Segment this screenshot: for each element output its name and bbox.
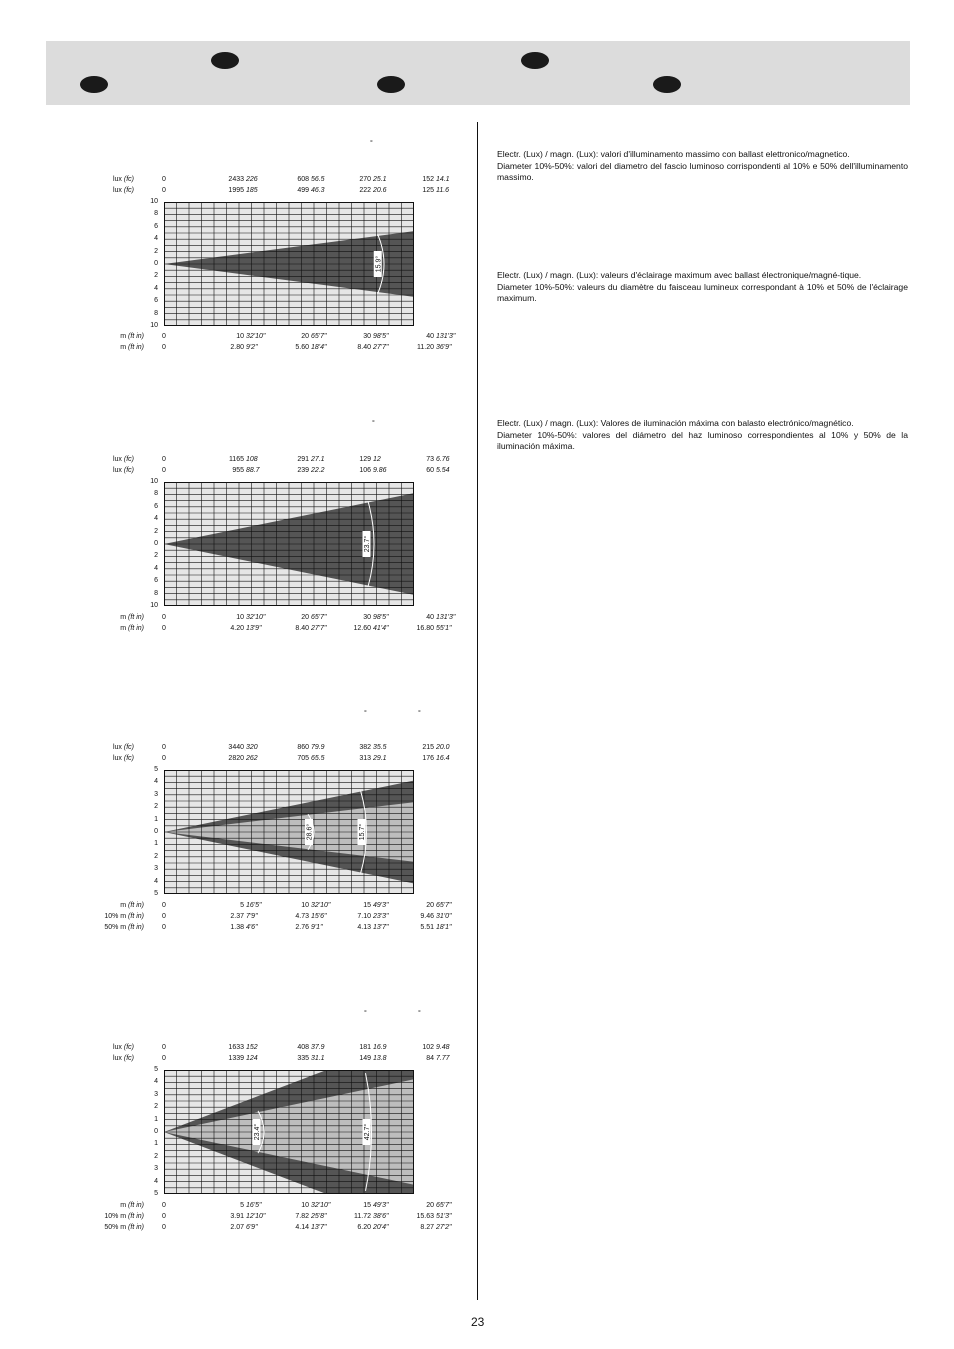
y-tick-label: 2 (154, 272, 158, 280)
y-tick-label: 8 (154, 589, 158, 597)
lux-value: 608 56.5 (297, 176, 325, 183)
row-zero: 0 (162, 456, 166, 463)
row-label: m (ft in) (120, 333, 144, 340)
distance-value: 3.91 12'10" (230, 1213, 266, 1220)
y-tick-label: 4 (154, 877, 158, 885)
description-italian (497, 149, 908, 184)
language-flag-icon (521, 52, 549, 69)
distance-value: 7.82 25'8" (295, 1213, 327, 1220)
row-label: lux (fc) (112, 187, 134, 194)
row-zero: 0 (162, 187, 166, 194)
row-zero: 0 (162, 176, 166, 183)
distance-value: 20 65'7" (426, 902, 452, 909)
distance-value: 8.27 27'2" (420, 1224, 452, 1231)
lux-value: 125 11.6 (422, 187, 450, 194)
row-zero: 0 (162, 1202, 166, 1209)
distance-value: 10 32'10" (301, 1202, 331, 1209)
distance-value: 10 32'10" (301, 902, 331, 909)
y-tick-label: 5 (154, 890, 158, 897)
y-tick-label: 1 (154, 815, 158, 823)
row-label: lux (fc) (112, 1044, 134, 1051)
lux-value: 408 37.9 (297, 1044, 325, 1051)
beam-grid (164, 770, 414, 894)
description-french (497, 270, 908, 305)
beam-diagram-1 (100, 140, 456, 355)
beam-diagram-2 (100, 420, 456, 635)
degree-mark: ° (364, 1010, 367, 1017)
distance-value: 6.20 20'4" (357, 1224, 389, 1231)
row-zero: 0 (162, 755, 166, 762)
distance-value: 20 65'7" (301, 333, 327, 340)
row-label: lux (fc) (112, 755, 134, 762)
lux-value: 382 35.5 (359, 744, 387, 751)
y-tick-label: 8 (154, 210, 158, 218)
row-zero: 0 (162, 1213, 166, 1220)
row-zero: 0 (162, 1224, 166, 1231)
y-tick-label: 2 (154, 527, 158, 535)
lux-value: 181 16.9 (359, 1044, 387, 1051)
y-tick-label: 6 (154, 502, 158, 510)
lux-value: 152 14.1 (422, 176, 450, 183)
distance-value: 10 32'10" (236, 614, 266, 621)
distance-value: 15.63 51'3" (416, 1213, 452, 1220)
lux-value: 313 29.1 (359, 755, 387, 762)
y-tick-label: 4 (154, 235, 158, 243)
y-tick-label: 3 (154, 790, 158, 798)
lux-value: 955 88.7 (232, 467, 260, 474)
distance-value: 20 65'7" (301, 614, 327, 621)
lux-value: 1633 152 (228, 1044, 258, 1051)
distance-value: 5.60 18'4" (295, 344, 327, 351)
beam-plot (164, 202, 414, 326)
beam-diagram-4 (100, 1008, 450, 1236)
y-tick-label: 4 (154, 564, 158, 572)
lux-value: 73 6.76 (426, 456, 450, 463)
y-tick-label: 4 (154, 1078, 158, 1086)
description-line: Electr. (Lux) / magn. (Lux): Valores de iluminación máxima con balasto electrónico/magnético. (497, 418, 854, 428)
distance-value: 40 131'3" (426, 333, 456, 340)
y-tick-label: 1 (154, 1140, 158, 1148)
row-label: m (ft in) (120, 625, 144, 632)
distance-value: 5.51 18'1" (420, 924, 452, 931)
degree-mark: ° (418, 1010, 421, 1017)
distance-value: 7.10 23'3" (357, 913, 389, 920)
lux-value: 106 9.86 (359, 467, 387, 474)
row-label: 10% m (ft in) (104, 913, 144, 920)
row-label: m (ft in) (120, 344, 144, 351)
lux-value: 1165 108 (228, 456, 258, 463)
y-tick-label: 4 (154, 778, 158, 786)
distance-value: 15 49'3" (363, 1202, 389, 1209)
language-flag-icon (211, 52, 239, 69)
lux-value: 499 46.3 (297, 187, 325, 194)
row-label: 10% m (ft in) (104, 1213, 144, 1220)
degree-mark: ° (370, 140, 373, 147)
column-divider (477, 122, 478, 1300)
language-flag-icon (80, 76, 108, 93)
distance-value: 30 98'5" (363, 614, 389, 621)
distance-value: 4.13 13'7" (357, 924, 389, 931)
row-label: lux (fc) (112, 1055, 134, 1062)
header-band (46, 41, 910, 105)
distance-value: 40 131'3" (426, 614, 456, 621)
y-tick-label: 0 (154, 1128, 158, 1135)
lux-value: 215 20.0 (422, 744, 450, 751)
y-tick-label: 2 (154, 803, 158, 811)
lux-value: 2820 262 (228, 755, 258, 762)
y-tick-label: 2 (154, 1152, 158, 1160)
distance-value: 5 16'5" (240, 902, 262, 909)
row-zero: 0 (162, 924, 166, 931)
y-tick-label: 8 (154, 309, 158, 317)
degree-mark: ° (364, 710, 367, 717)
distance-value: 2.07 6'9" (230, 1224, 258, 1231)
description-spanish (497, 418, 908, 453)
y-tick-label: 6 (154, 577, 158, 585)
beam-angle-label: 15.7° (359, 823, 366, 841)
distance-value: 4.20 13'9" (230, 625, 262, 632)
distance-value: 16.80 55'1" (416, 625, 452, 632)
y-tick-label: 10 (150, 478, 158, 485)
lux-value: 84 7.77 (426, 1055, 450, 1062)
beam-grid (164, 202, 414, 326)
beam-grid (164, 482, 414, 606)
y-tick-label: 4 (154, 284, 158, 292)
distance-value: 11.20 36'9" (417, 344, 452, 351)
row-zero: 0 (162, 614, 166, 621)
beam-diagram-3 (100, 708, 450, 936)
row-zero: 0 (162, 344, 166, 351)
distance-value: 11.72 38'6" (354, 1213, 389, 1220)
lux-value: 60 5.54 (426, 467, 450, 474)
y-tick-label: 3 (154, 1090, 158, 1098)
distance-value: 12.60 41'4" (353, 625, 389, 632)
y-tick-label: 5 (154, 1066, 158, 1073)
row-label: lux (fc) (112, 456, 134, 463)
y-tick-label: 3 (154, 865, 158, 873)
y-tick-label: 3 (154, 1165, 158, 1173)
beam-angle-label: 23.4° (254, 1123, 261, 1141)
beam-plot (164, 770, 414, 894)
row-zero: 0 (162, 902, 166, 909)
y-tick-label: 8 (154, 490, 158, 498)
y-tick-label: 4 (154, 1177, 158, 1185)
row-zero: 0 (162, 467, 166, 474)
y-tick-label: 0 (154, 828, 158, 835)
lux-value: 1339 124 (228, 1055, 258, 1062)
row-zero: 0 (162, 625, 166, 632)
row-label: 50% m (ft in) (104, 1224, 144, 1231)
lux-value: 239 22.2 (297, 467, 325, 474)
row-label: lux (fc) (112, 744, 134, 751)
lux-value: 129 12 (359, 456, 381, 463)
y-tick-label: 10 (150, 322, 158, 329)
y-tick-label: 5 (154, 1190, 158, 1197)
distance-value: 5 16'5" (240, 1202, 262, 1209)
y-tick-label: 2 (154, 552, 158, 560)
y-tick-label: 2 (154, 247, 158, 255)
y-tick-label: 1 (154, 1115, 158, 1123)
distance-value: 8.40 27'7" (295, 625, 327, 632)
y-tick-label: 0 (154, 540, 158, 547)
y-tick-label: 10 (150, 198, 158, 205)
y-tick-label: 0 (154, 260, 158, 267)
distance-value: 8.40 27'7" (357, 344, 389, 351)
distance-value: 2.37 7'9" (230, 913, 258, 920)
description-line: Diameter 10%-50%: valeurs du diamètre du faisceau lumineux correspondant à 10% et 50% de l'éclairage maximum. (497, 281, 908, 303)
row-zero: 0 (162, 1055, 166, 1062)
beam-plot (164, 482, 414, 606)
beam-angle-label: 42.7° (364, 1123, 371, 1141)
distance-value: 30 98'5" (363, 333, 389, 340)
description-line: Diameter 10%-50%: valori del diametro del fascio luminoso corrispondenti al 10% e 50% dell'illuminamento massimo. (497, 160, 908, 182)
degree-mark: ° (372, 420, 375, 427)
row-label: lux (fc) (112, 176, 134, 183)
language-flag-icon (377, 76, 405, 93)
row-label: lux (fc) (112, 467, 134, 474)
distance-value: 4.14 13'7" (295, 1224, 327, 1231)
beam-plot (164, 1070, 414, 1194)
row-zero: 0 (162, 913, 166, 920)
lux-value: 335 31.1 (297, 1055, 325, 1062)
y-tick-label: 10 (150, 602, 158, 609)
lux-value: 176 16.4 (422, 755, 450, 762)
page-number: 23 (471, 1315, 485, 1329)
degree-mark: ° (418, 710, 421, 717)
distance-value: 10 32'10" (236, 333, 266, 340)
lux-value: 1995 185 (228, 187, 258, 194)
row-label: m (ft in) (120, 614, 144, 621)
y-tick-label: 6 (154, 297, 158, 305)
distance-value: 20 65'7" (426, 1202, 452, 1209)
row-zero: 0 (162, 1044, 166, 1051)
beam-grid (164, 1070, 414, 1194)
lux-value: 2433 226 (228, 176, 258, 183)
row-zero: 0 (162, 333, 166, 340)
row-label: m (ft in) (120, 1202, 144, 1209)
distance-value: 9.46 31'0" (420, 913, 452, 920)
language-flag-icon (653, 76, 681, 93)
description-line: Diameter 10%-50%: valores del diámetro del haz luminoso correspondientes al 10% y 50% de la iluminación máxima. (497, 429, 908, 451)
lux-value: 705 65.5 (297, 755, 325, 762)
distance-value: 2.80 9'2" (230, 344, 258, 351)
y-tick-label: 5 (154, 766, 158, 773)
lux-value: 149 13.8 (359, 1055, 387, 1062)
distance-value: 1.38 4'6" (230, 924, 258, 931)
row-label: 50% m (ft in) (104, 924, 144, 931)
lux-value: 860 79.9 (297, 744, 325, 751)
description-line: Electr. (Lux) / magn. (Lux): valeurs d'éclairage maximum avec ballast électronique/magné-tique. (497, 270, 862, 280)
row-zero: 0 (162, 744, 166, 751)
lux-value: 3440 320 (228, 744, 258, 751)
beam-angle-label: 15.9° (375, 255, 383, 273)
y-tick-label: 1 (154, 840, 158, 848)
beam-angle-label: 23.7° (364, 535, 371, 553)
lux-value: 222 20.6 (359, 187, 387, 194)
distance-value: 15 49'3" (363, 902, 389, 909)
row-label: m (ft in) (120, 902, 144, 909)
y-tick-label: 4 (154, 515, 158, 523)
lux-value: 291 27.1 (297, 456, 325, 463)
y-tick-label: 2 (154, 852, 158, 860)
lux-value: 270 25.1 (359, 176, 387, 183)
beam-angle-label: 28.6° (306, 823, 314, 841)
distance-value: 2.76 9'1" (295, 924, 323, 931)
distance-value: 4.73 15'6" (295, 913, 327, 920)
y-tick-label: 6 (154, 222, 158, 230)
y-tick-label: 2 (154, 1103, 158, 1111)
lux-value: 102 9.48 (422, 1044, 450, 1051)
description-line: Electr. (Lux) / magn. (Lux): valori d'illuminamento massimo con ballast elettronico/magnetico. (497, 149, 850, 159)
